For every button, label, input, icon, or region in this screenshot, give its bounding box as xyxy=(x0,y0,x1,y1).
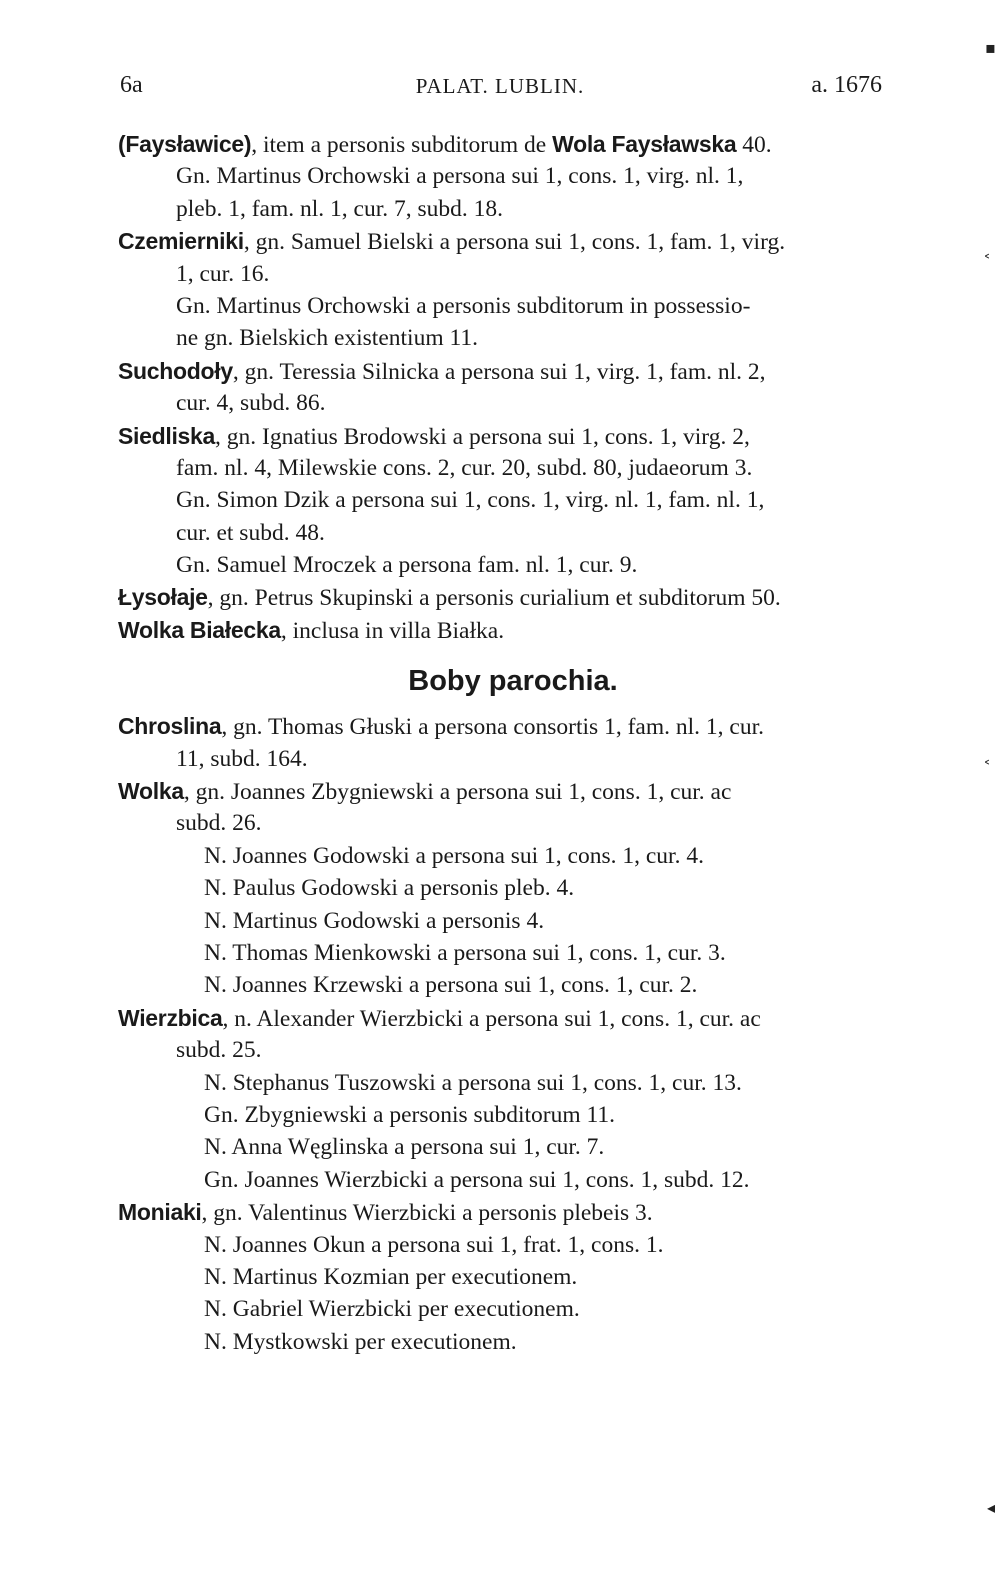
continuation-line: pleb. 1, fam. nl. 1, cur. 7, subd. 18. xyxy=(176,195,504,222)
sub-entry-line: N. Martinus Kozmian per executionem. xyxy=(204,1263,578,1290)
entry-line xyxy=(118,775,908,807)
sub-entry-line: Gn. Joannes Wierzbicki a persona sui 1, cons. 1, subd. 12. xyxy=(204,1166,750,1193)
sub-entry-line: N. Joannes Godowski a persona sui 1, cons. 1, cur. 4. xyxy=(204,842,704,869)
place-name: Łysołaje xyxy=(118,584,208,611)
sub-entry-line: N. Gabriel Wierzbicki per executionem. xyxy=(204,1296,580,1323)
continuation-line: Gn. Martinus Orchowski a persona sui 1, cons. 1, virg. nl. 1, xyxy=(176,163,744,190)
continuation-line: fam. nl. 4, Milewskie cons. 2, cur. 20, subd. 80, judaeorum 3. xyxy=(176,454,753,481)
entry-text: 40. xyxy=(736,132,772,158)
entry-text: , n. Alexander Wierzbicki a persona sui 1, cons. 1, cur. ac xyxy=(222,1005,761,1032)
page-header xyxy=(0,72,1000,106)
sub-entry-line: Gn. Simon Dzik a persona sui 1, cons. 1, virg. nl. 1, fam. nl. 1, xyxy=(176,487,765,514)
page-number: 6a xyxy=(120,72,143,98)
entry-line xyxy=(118,710,908,742)
section-title: Boby parochia. xyxy=(408,665,618,698)
place-name: Siedliska xyxy=(118,422,216,449)
place-name: Wolka xyxy=(118,778,184,805)
continuation-line: cur. et subd. 48. xyxy=(176,519,325,546)
continuation-line: 11, subd. 164. xyxy=(176,745,308,772)
place-name: Moniaki xyxy=(118,1199,202,1226)
entry-text: , gn. Teressia Silnicka a persona sui 1, virg. 1, fam. nl. 2, xyxy=(232,358,766,385)
sub-entry-line: Gn. Martinus Orchowski a personis subditorum in possessio- xyxy=(176,292,751,319)
entry-text: , gn. Samuel Bielski a persona sui 1, cons. 1, fam. 1, virg. xyxy=(243,229,786,256)
entry-line xyxy=(118,614,908,646)
sub-entry-line: N. Joannes Okun a persona sui 1, frat. 1, cons. 1. xyxy=(204,1231,664,1258)
place-name: Wola Faysławska xyxy=(552,131,737,157)
margin-mark: ▪ xyxy=(985,38,996,57)
year-label: a. 1676 xyxy=(811,72,882,98)
sub-entry-line: N. Joannes Krzewski a persona sui 1, cons. 1, cur. 2. xyxy=(204,972,698,999)
place-name: Chroslina xyxy=(118,713,222,740)
place-name: Wolka Białecka xyxy=(118,616,281,643)
continuation-line: cur. 4, subd. 86. xyxy=(176,390,326,417)
place-name: (Faysławice) xyxy=(118,131,252,157)
sub-entry-line: N. Stephanus Tuszowski a persona sui 1, cons. 1, cur. 13. xyxy=(204,1069,742,1096)
entry-line xyxy=(118,1002,908,1034)
sub-entry-line: N. Mystkowski per executionem. xyxy=(204,1328,517,1355)
place-name: Suchodoły xyxy=(118,357,233,384)
margin-mark: ˂ xyxy=(983,758,991,777)
sub-entry-line: N. Anna Węglinska a persona sui 1, cur. 7. xyxy=(204,1134,605,1161)
sub-entry-line: Gn. Zbygniewski a personis subditorum 11. xyxy=(204,1101,615,1128)
margin-mark: ˂ xyxy=(983,252,991,271)
entry-text: , inclusa in villa Białka. xyxy=(280,617,505,644)
entry-line xyxy=(118,128,908,160)
entry-line xyxy=(118,420,908,452)
entry-text: , gn. Valentinus Wierzbicki a personis plebeis 3. xyxy=(201,1200,653,1227)
running-title: PALAT. LUBLIN. xyxy=(415,74,585,98)
entry-line xyxy=(118,225,908,257)
entry-text: , gn. Petrus Skupinski a personis curialium et subditorum 50. xyxy=(207,585,781,612)
place-name: Czemierniki xyxy=(118,228,244,255)
entry-line xyxy=(118,355,908,387)
entry-line xyxy=(118,1196,908,1228)
place-name: Wierzbica xyxy=(118,1004,223,1031)
sub-entry-line: N. Paulus Godowski a personis pleb. 4. xyxy=(204,875,575,902)
continuation-line: subd. 25. xyxy=(176,1037,262,1064)
entry-text: , gn. Ignatius Brodowski a persona sui 1, cons. 1, virg. 2, xyxy=(215,423,750,450)
continuation-line: subd. 26. xyxy=(176,810,262,837)
continuation-line: 1, cur. 16. xyxy=(176,260,270,287)
entry-text: , gn. Joannes Zbygniewski a persona sui 1, cons. 1, cur. ac xyxy=(183,779,732,806)
sub-entry-line: N. Martinus Godowski a personis 4. xyxy=(204,907,545,934)
sub-entry-line: Gn. Samuel Mroczek a persona fam. nl. 1, cur. 9. xyxy=(176,552,638,579)
sub-entry-line: N. Thomas Mienkowski a persona sui 1, cons. 1, cur. 3. xyxy=(204,939,726,966)
margin-mark: ◂ xyxy=(987,1498,996,1517)
continuation-line: ne gn. Bielskich existentium 11. xyxy=(176,325,478,352)
entry-text: , gn. Thomas Głuski a persona consortis 1, fam. nl. 1, cur. xyxy=(221,714,764,741)
entry-text: , item a personis subditorum de xyxy=(251,132,553,158)
entry-line xyxy=(118,581,908,613)
document-body xyxy=(118,128,908,1358)
